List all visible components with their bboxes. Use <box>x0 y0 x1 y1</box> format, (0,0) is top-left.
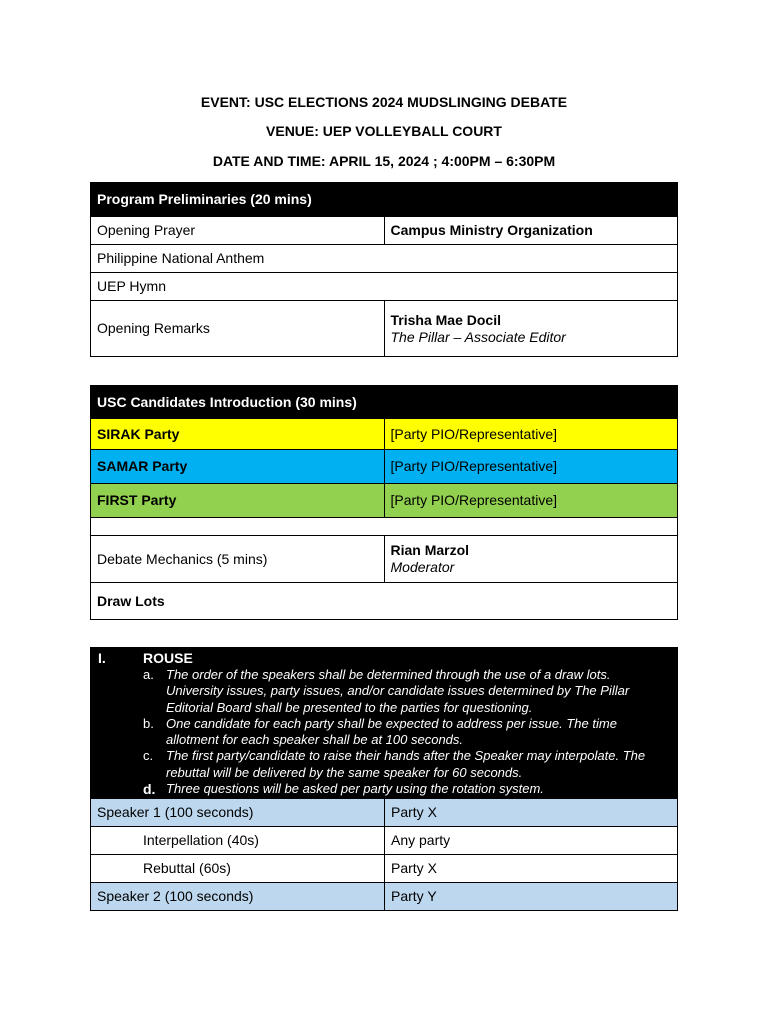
rule-text: One candidate for each party shall be expected to address per issue. The time allotment for each speaker shall be at 100 seconds. <box>166 715 617 748</box>
opening-prayer-label: Opening Prayer <box>91 217 385 245</box>
mechanics-label: Debate Mechanics (5 mins) <box>91 536 385 583</box>
party-row-first <box>91 484 678 518</box>
rule-text: Three questions will be asked per party using the rotation system. <box>166 781 544 797</box>
speaker-1-label: Speaker 1 (100 seconds) <box>91 799 385 827</box>
national-anthem-label: Philippine National Anthem <box>91 245 678 273</box>
list-item <box>91 748 656 781</box>
section-number: I. <box>98 650 106 666</box>
list-item <box>91 667 656 716</box>
venue-heading: VENUE: UEP VOLLEYBALL COURT <box>266 123 502 139</box>
preliminaries-header-row <box>91 183 678 217</box>
list-item <box>91 716 656 749</box>
speaker-2-label: Speaker 2 (100 seconds) <box>91 883 385 911</box>
speaker-1-party: Party X <box>385 799 678 827</box>
opening-remarks-speaker <box>384 301 678 357</box>
interpellation-label: Interpellation (40s) <box>91 827 385 855</box>
uep-hymn-label: UEP Hymn <box>91 273 678 301</box>
party-row-samar <box>91 450 678 484</box>
party-name: SIRAK Party <box>91 419 385 450</box>
table-row <box>91 855 678 883</box>
opening-prayer-by: Campus Ministry Organization <box>384 217 678 245</box>
preliminaries-title: Program Preliminaries (20 mins) <box>91 183 678 217</box>
draw-lots-label: Draw Lots <box>91 583 678 620</box>
table-row <box>91 273 678 301</box>
party-representative: [Party PIO/Representative] <box>384 484 678 518</box>
spacer-row <box>91 518 678 536</box>
list-marker: c. <box>143 748 154 764</box>
list-marker: a. <box>143 667 154 682</box>
opening-remarks-label: Opening Remarks <box>91 301 385 357</box>
table-row <box>91 301 678 357</box>
speaker-2-party: Party Y <box>385 883 678 911</box>
datetime-heading: DATE AND TIME: APRIL 15, 2024 ; 4:00PM – 6:30PM <box>212 153 556 169</box>
introduction-table <box>90 385 678 620</box>
table-row <box>91 536 678 583</box>
table-row <box>91 883 678 911</box>
rule-text: The first party/candidate to raise their hands after the Speaker may interpolate. The rebuttal will be delivered by the same speaker for 60 seconds. <box>166 748 646 780</box>
speaker-role: The Pillar – Associate Editor <box>390 328 566 345</box>
section-title: ROUSE <box>143 650 193 666</box>
event-heading: EVENT: USC ELECTIONS 2024 MUDSLINGING DEBATE <box>200 94 568 110</box>
table-row <box>91 827 678 855</box>
speaker-name: Trisha Mae Docil <box>390 311 501 328</box>
empty-cell <box>91 518 678 536</box>
rouse-section <box>90 647 678 798</box>
party-name: SAMAR Party <box>91 450 385 484</box>
party-name: FIRST Party <box>91 484 385 518</box>
table-row <box>91 799 678 827</box>
moderator-name: Rian Marzol <box>390 542 470 558</box>
mechanics-moderator <box>384 536 678 583</box>
interpellation-party: Any party <box>385 827 678 855</box>
rouse-table <box>90 798 678 911</box>
list-item <box>91 781 656 797</box>
preliminaries-table <box>90 182 678 357</box>
party-representative: [Party PIO/Representative] <box>384 450 678 484</box>
party-row-sirak <box>91 419 678 450</box>
rebuttal-label: Rebuttal (60s) <box>91 855 385 883</box>
moderator-role: Moderator <box>390 559 455 575</box>
table-row <box>91 217 678 245</box>
table-row <box>91 245 678 273</box>
rules-list <box>91 667 656 797</box>
rule-text: The order of the speakers shall be determined through the use of a draw lots. University issues, party issues, and/or candidate issues determined by The Pillar Editorial Board shall be presented to the parties for questioning. <box>166 667 630 715</box>
list-marker: b. <box>143 715 154 731</box>
introduction-title: USC Candidates Introduction (30 mins) <box>91 386 678 419</box>
table-row <box>91 583 678 620</box>
rebuttal-party: Party X <box>385 855 678 883</box>
party-representative: [Party PIO/Representative] <box>384 419 678 450</box>
introduction-header-row <box>91 386 678 419</box>
list-marker: d. <box>143 781 156 798</box>
